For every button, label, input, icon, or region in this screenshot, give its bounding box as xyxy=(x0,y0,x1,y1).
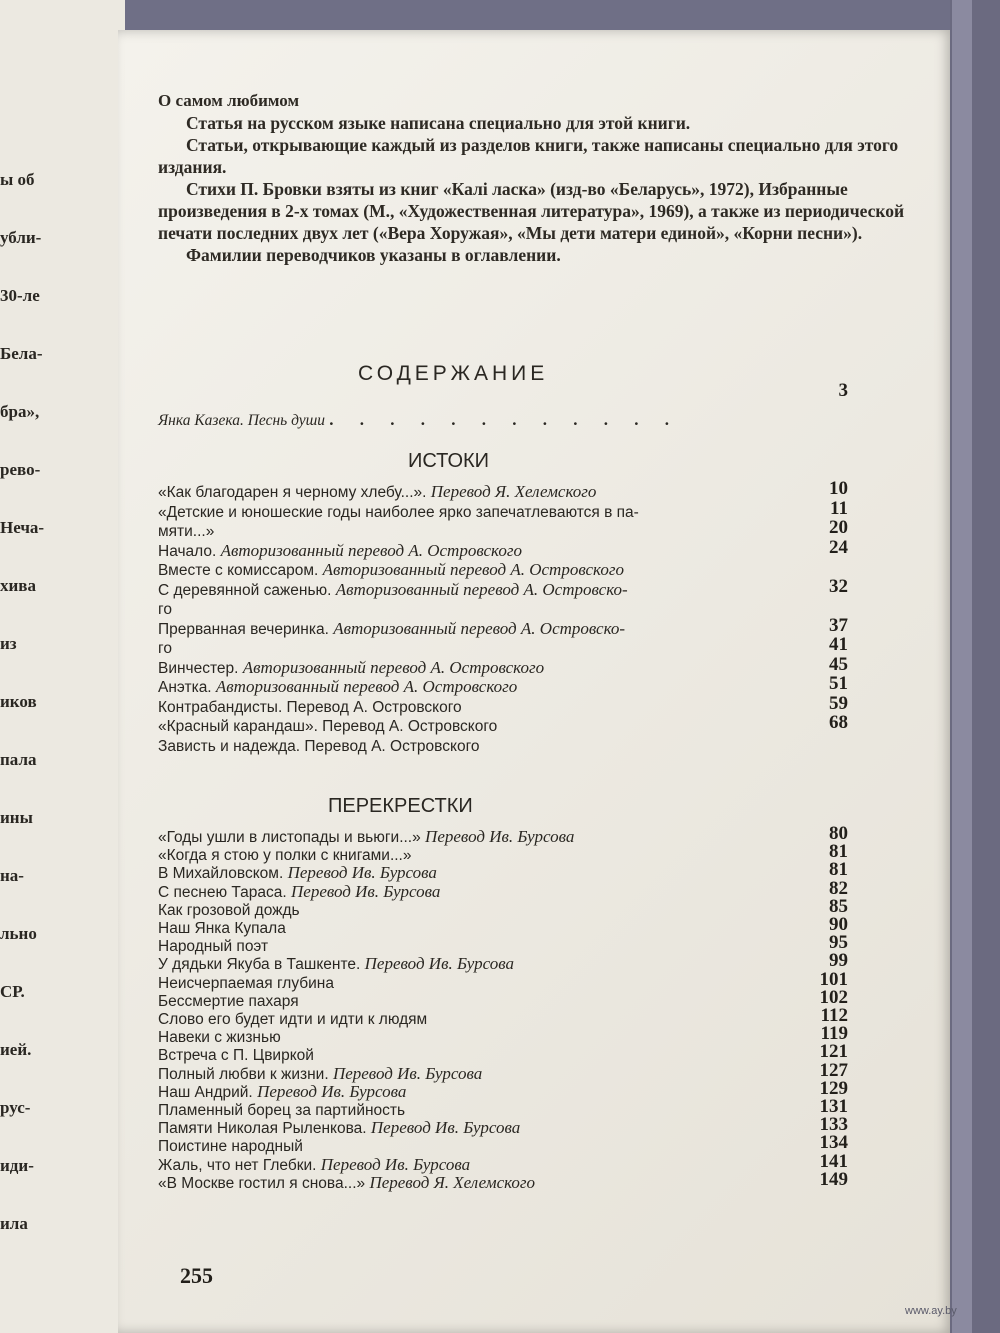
toc-entry-page: 131 xyxy=(819,1096,848,1117)
page-number: 255 xyxy=(180,1263,213,1288)
toc-entry xyxy=(158,936,848,956)
toc-entry-page: 20 xyxy=(829,517,848,538)
toc-entry-page: 10 xyxy=(829,478,848,499)
left-page-fragment: рево- xyxy=(0,460,41,479)
toc-entry-title: Встреча с П. Цвиркой xyxy=(158,1047,314,1065)
toc-entry-title: «Как благодарен я черному хлебу...». xyxy=(158,484,431,501)
intro-paragraph-4: Фамилии переводчиков указаны в оглавлении. xyxy=(186,245,561,265)
toc-entry xyxy=(158,1027,848,1047)
left-page-fragment: ией. xyxy=(0,1040,32,1059)
toc-entry xyxy=(158,521,848,541)
intro-entry: Янка Казека. Песнь души . . . . . . . . . . . . xyxy=(158,410,681,429)
toc-entry-title: Как грозовой дождь xyxy=(158,901,300,919)
toc-entry-page: 85 xyxy=(829,895,848,917)
toc-entry xyxy=(158,560,848,580)
toc-entry-page: 134 xyxy=(819,1132,848,1154)
toc-entry-title: Бессмертие пахаря xyxy=(158,992,299,1010)
toc-entry-title: У дядьки Якуба в Ташкенте. xyxy=(158,956,365,974)
toc-entry xyxy=(158,845,848,865)
toc-entry xyxy=(158,736,848,756)
toc-entry-page: 51 xyxy=(829,673,848,694)
toc-entry-translation: Перевод Ив. Бурсова xyxy=(364,954,514,974)
toc-entry xyxy=(158,638,848,658)
left-page-fragment: Бела- xyxy=(0,344,43,363)
toc-entry-translation: Авторизованный перевод А. Островско- xyxy=(335,579,628,599)
toc-entry xyxy=(158,502,848,522)
toc-entry xyxy=(158,482,848,502)
toc-entry xyxy=(158,900,848,920)
toc-entry-page: 11 xyxy=(830,497,848,519)
left-page-fragment: Неча- xyxy=(0,518,45,537)
toc-entry xyxy=(158,918,848,938)
toc-entry-page: 102 xyxy=(819,986,848,1008)
toc-entry-translation: Авторизованный перевод А. Островского xyxy=(322,560,624,579)
toc-entry-translation: Авторизованный перевод А. Островского xyxy=(242,657,545,677)
right-page xyxy=(118,30,953,1333)
toc-entry-title: Неисчерпаемая глубина xyxy=(158,974,334,992)
toc-entry xyxy=(158,619,848,639)
toc-entry-page: 59 xyxy=(829,692,848,714)
toc-entry-title: Слово его будет идти и идти к людям xyxy=(158,1011,428,1028)
toc-entry-title: Поистине народный xyxy=(158,1138,303,1156)
toc-entry-page: 99 xyxy=(829,950,848,972)
toc-entry-page: 149 xyxy=(819,1168,848,1190)
left-page-fragment: СР. xyxy=(0,982,25,1001)
toc-entry-translation: Перевод Ив. Бурсова xyxy=(370,1118,521,1138)
toc-entry-page: 41 xyxy=(829,634,848,655)
left-page-fragment: льно xyxy=(0,924,37,943)
toc-entry xyxy=(158,541,848,561)
toc-entry xyxy=(158,697,848,717)
intro-heading: О самом любимом xyxy=(158,91,300,110)
toc-entry xyxy=(158,599,848,619)
left-page-fragment: 30-ле xyxy=(0,286,40,305)
toc-entry xyxy=(158,1173,848,1193)
left-page-fragment: убли- xyxy=(0,228,42,247)
toc-entry-page: 81 xyxy=(829,859,848,881)
toc-entry-translation: Перевод Ив. Бурсова xyxy=(291,881,441,901)
left-page-fragment: ины xyxy=(0,808,33,827)
toc-entry-title: «Красный карандаш». Перевод А. Островского xyxy=(158,718,498,735)
toc-entry-page: 121 xyxy=(819,1041,848,1063)
toc-entry-translation: Перевод Ив. Бурсова xyxy=(425,827,575,846)
toc-entry xyxy=(158,1155,848,1175)
toc-entry-translation: Авторизованный перевод А. Островско- xyxy=(333,618,626,638)
toc-entry xyxy=(158,677,848,697)
toc-entry-translation: Перевод Ив. Бурсова xyxy=(332,1063,483,1083)
toc-entry-title: «Детские и юношеские годы наиболее ярко запечатлеваются в па- xyxy=(158,503,639,521)
toc-entry-page: 32 xyxy=(829,575,848,597)
intro-entry-title: Янка Казека. Песнь души xyxy=(158,412,326,429)
toc-entry-title: Полный любви к жизни. xyxy=(158,1065,333,1083)
toc-entry-page: 37 xyxy=(829,614,848,636)
left-page-fragment: иков xyxy=(0,692,37,711)
left-page-fragment: бра», xyxy=(0,402,40,421)
toc-entry-title: Начало. xyxy=(158,542,221,560)
intro-notes xyxy=(158,90,918,266)
toc-entry-translation: Перевод Ив. Бурсова xyxy=(257,1081,407,1101)
toc-entry-translation: Перевод Я. Хелемского xyxy=(369,1172,536,1192)
toc-entry-title: Памяти Николая Рыленкова. xyxy=(158,1120,371,1138)
intro-paragraph-1: Статья на русском языке написана специально для этой книги. xyxy=(186,113,691,133)
toc-entry-title: го xyxy=(158,640,172,657)
toc-entry-translation: Перевод Я. Хелемского xyxy=(430,482,597,501)
left-page-fragment: ила xyxy=(0,1214,28,1233)
intro-paragraph-3: Стихи П. Бровки взяты из книг «Калі ласка» (изд-во «Беларусь», 1972), Избранные произведения в 2-х томах (М., «Художественная литература», 1969), а также из периодической печати последних двух лет («Вера Хоружая», «Мы дети матери единой», «Корни песни»). xyxy=(158,179,905,243)
toc-entry xyxy=(158,1045,848,1065)
toc-entry-title: Вместе с комиссаром. xyxy=(158,562,323,579)
toc-entry-title: Пламенный борец за партийность xyxy=(158,1102,406,1119)
left-page-fragment: рус- xyxy=(0,1098,31,1117)
toc-entry-title: Анэтка. xyxy=(158,679,216,696)
toc-entry-title: Контрабандисты. Перевод А. Островского xyxy=(158,698,462,716)
contents-title: СОДЕРЖАНИЕ xyxy=(358,362,549,385)
toc-entry-page: 101 xyxy=(819,968,848,990)
toc-entry xyxy=(158,1009,848,1029)
left-page-fragment: на- xyxy=(0,866,24,885)
toc-entry xyxy=(158,1136,848,1156)
toc-entry-page: 127 xyxy=(819,1059,848,1081)
toc-entry-page: 80 xyxy=(829,823,848,844)
toc-entry-title: го xyxy=(158,601,172,618)
toc-entry-title: Винчестер. xyxy=(158,659,243,677)
toc-entry-title: «Годы ушли в листопады и вьюги...» xyxy=(158,829,426,846)
toc-entry-page: 129 xyxy=(819,1077,848,1099)
toc-entry xyxy=(158,991,848,1011)
section-title: ПЕРЕКРЕСТКИ xyxy=(328,795,473,817)
section-title: ИСТОКИ xyxy=(408,450,490,472)
toc-entry-translation: Перевод Ив. Бурсова xyxy=(287,863,437,883)
toc-entry-title: Прерванная вечеринка. xyxy=(158,620,334,638)
intro-paragraph-2: Статьи, открывающие каждый из разделов книги, также написаны специально для этого издания. xyxy=(158,135,899,177)
toc-entry-title: «Когда я стою у полки с книгами...» xyxy=(158,847,412,865)
toc-entry-page: 95 xyxy=(829,932,848,954)
toc-entry xyxy=(158,863,848,883)
toc-entry-page: 119 xyxy=(820,1023,848,1045)
left-page-fragment: ы об xyxy=(0,170,35,189)
toc-entry xyxy=(158,658,848,678)
toc-entry-page: 82 xyxy=(829,877,848,899)
toc-entry xyxy=(158,1100,848,1120)
toc-entry-title: Навеки с жизнью xyxy=(158,1029,281,1047)
toc-entry-page: 45 xyxy=(829,653,848,675)
left-page-fragment: пала xyxy=(0,750,37,769)
toc-entry-title: Зависть и надежда. Перевод А. Островского xyxy=(158,737,480,755)
toc-entry xyxy=(158,973,848,993)
book-edge-strip xyxy=(952,0,972,1333)
watermark: www.ay.by xyxy=(905,1305,957,1317)
toc-entry-translation: Авторизованный перевод А. Островского xyxy=(215,677,518,696)
toc-entry-title: С деревянной саженью. xyxy=(158,581,336,599)
toc-entry xyxy=(158,580,848,600)
toc-entry xyxy=(158,1082,848,1102)
toc-entry-title: Жаль, что нет Глебки. xyxy=(158,1156,321,1174)
toc-entry xyxy=(158,1118,848,1138)
toc-entry xyxy=(158,827,848,847)
toc-entry-page: 68 xyxy=(829,712,848,733)
toc-entry xyxy=(158,954,848,974)
left-page xyxy=(0,0,125,1333)
toc-entry-page: 112 xyxy=(820,1005,848,1026)
left-page-fragment: из xyxy=(0,634,17,653)
toc-entry xyxy=(158,716,848,736)
toc-entry-page: 141 xyxy=(819,1150,848,1172)
toc-entry xyxy=(158,882,848,902)
toc-entry-page: 81 xyxy=(829,841,848,863)
left-page-fragment: иди- xyxy=(0,1156,34,1175)
toc-entry-title: С песнею Тараса. xyxy=(158,883,291,901)
toc-entry-title: В Михайловском. xyxy=(158,865,288,883)
toc-entry-translation: Авторизованный перевод А. Островского xyxy=(220,540,522,560)
intro-entry-page: 3 xyxy=(838,380,848,401)
toc-entry-page: 24 xyxy=(829,536,848,558)
toc-entry-page: 90 xyxy=(829,914,848,935)
toc-entry-title: Народный поэт xyxy=(158,938,269,956)
toc-entry xyxy=(158,1064,848,1084)
toc-entry-title: Наш Янка Купала xyxy=(158,920,286,937)
toc-entry-title: Наш Андрий. xyxy=(158,1083,258,1101)
left-page-fragment: хива xyxy=(0,576,36,595)
toc-entry-page: 133 xyxy=(819,1114,848,1136)
toc-entry-title: «В Москве гостил я снова...» xyxy=(158,1174,370,1192)
toc-entry-title: мяти...» xyxy=(158,523,215,540)
toc-entry-translation: Перевод Ив. Бурсова xyxy=(320,1154,471,1174)
